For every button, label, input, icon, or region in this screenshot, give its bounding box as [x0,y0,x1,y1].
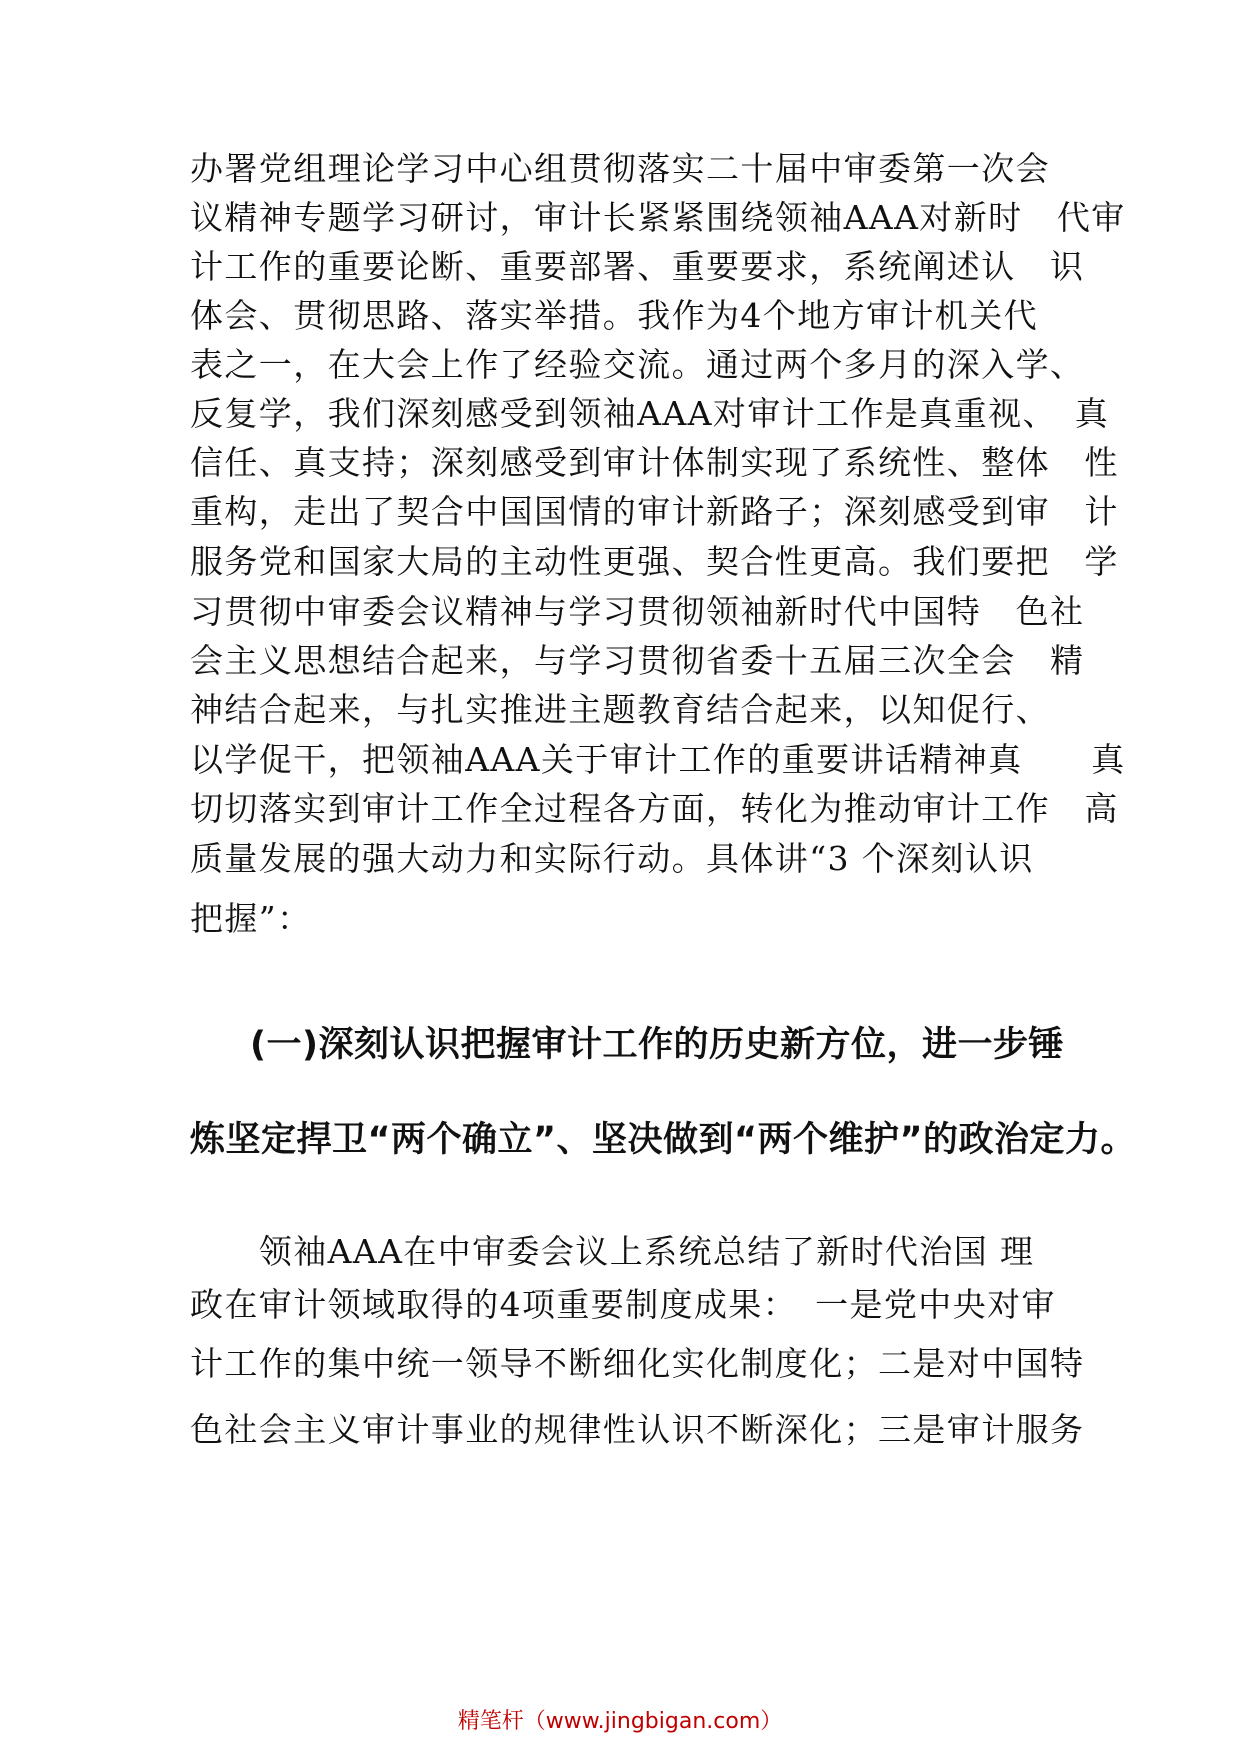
paragraph-line: 计工作的集中统一领导不断细化实化制度化；二是对中国特 [190,1344,1085,1383]
paragraph-line: 表之一，在大会上作了经验交流。通过两个多月的深入学、 [190,345,1085,384]
paragraph-line: 习贯彻中审委会议精神与学习贯彻领袖新时代中国特 色社 [190,592,1085,631]
section-heading-line-2: 炼坚定捍卫“两个确立”、坚决做到“两个维护”的政治定力。 [190,1120,1137,1160]
paragraph-line: 色社会主义审计事业的规律性认识不断深化；三是审计服务 [190,1410,1085,1449]
paragraph-line: 重构，走出了契合中国国情的审计新路子；深刻感受到审 计 [190,492,1119,531]
paragraph-line: 反复学，我们深刻感受到领袖AAA对审计工作是真重视、 真 [190,394,1110,433]
section-heading-line-1: (一)深刻认识把握审计工作的历史新方位，进一步锤 [250,1025,1064,1065]
paragraph-line: 领袖AAA在中审委会议上系统总结了新时代治国 理 [190,1232,1035,1271]
paragraph-line: 议精神专题学习研讨，审计长紧紧围绕领袖AAA对新时 代审 [190,198,1126,237]
paragraph-line: 会主义思想结合起来，与学习贯彻省委十五届三次全会 精 [190,641,1085,680]
paragraph-line: 办署党组理论学习中心组贯彻落实二十届中审委第一次会 [190,149,1050,188]
paragraph-line: 服务党和国家大局的主动性更强、契合性更高。我们要把 学 [190,542,1119,581]
paragraph-line: 把握”： [190,899,312,938]
paragraph-line: 计工作的重要论断、重要部署、重要要求，系统阐述认 识 [190,247,1085,286]
paragraph-line: 神结合起来，与扎实推进主题教育结合起来，以知促行、 [190,690,1050,729]
paragraph-line: 质量发展的强大动力和实际行动。具体讲“3 个深刻认识 [190,839,1034,878]
footer-watermark: 精笔杆（www.jingbigan.com） [457,1709,783,1734]
paragraph-line: 体会、贯彻思路、落实举措。我作为4个地方审计机关代 [190,296,1038,335]
paragraph-line: 切切落实到审计工作全过程各方面，转化为推动审计工作 高 [190,789,1119,828]
paragraph-line: 信任、真支持；深刻感受到审计体制实现了系统性、整体 性 [190,443,1119,482]
paragraph-line: 以学促干，把领袖AAA关于审计工作的重要讲话精神真 真 [190,740,1126,779]
paragraph-line: 政在审计领域取得的4项重要制度成果： 一是党中央对审 [190,1285,1056,1324]
